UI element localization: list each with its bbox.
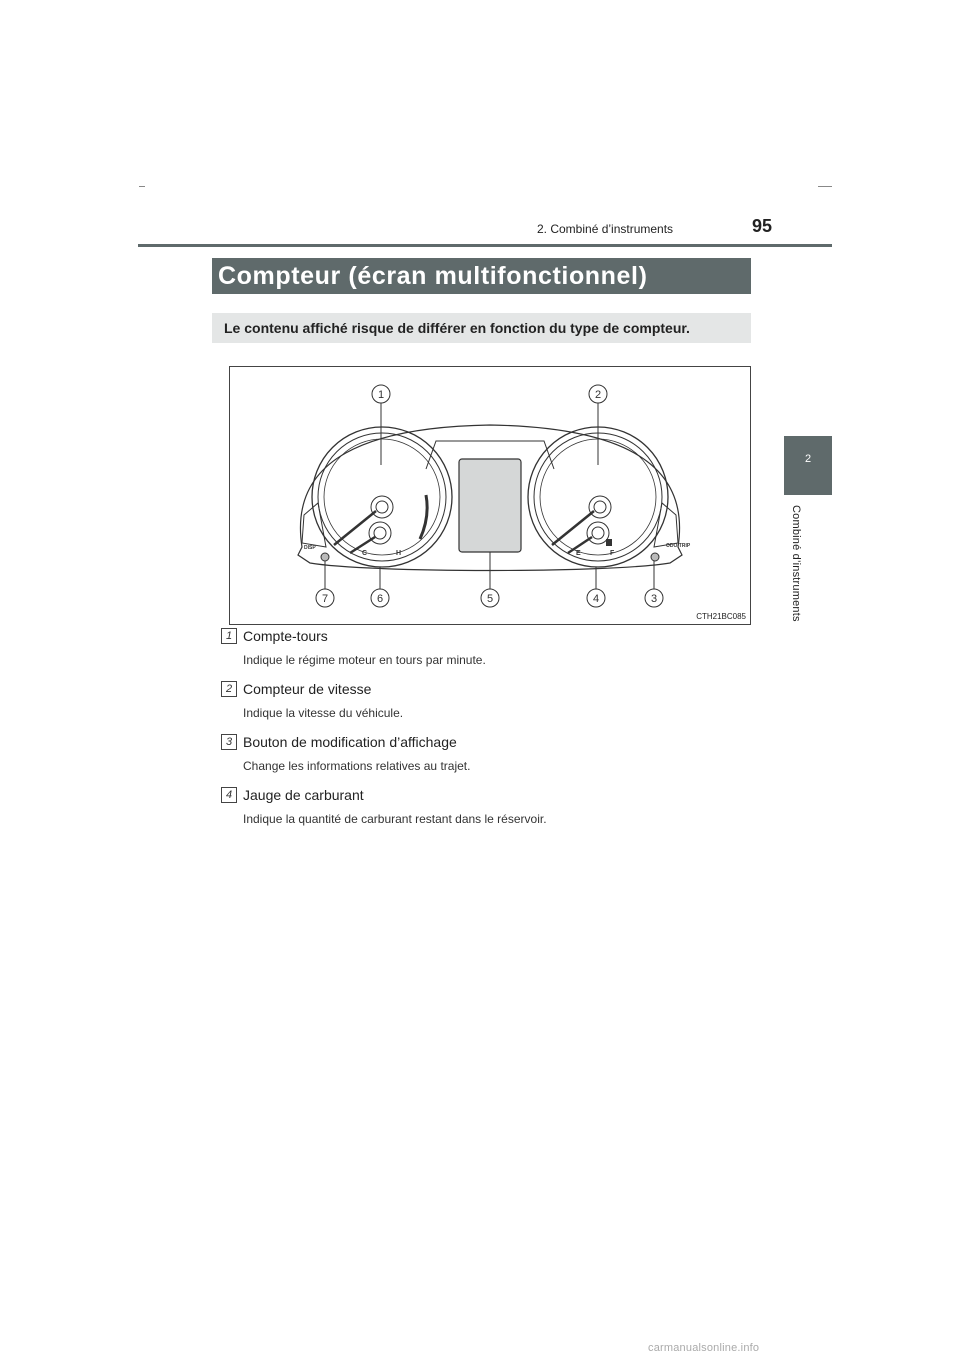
watermark: carmanualsonline.info bbox=[648, 1342, 760, 1354]
fuel-empty-label: E bbox=[576, 550, 581, 557]
section-note: Le contenu affiché risque de différer en fonction du type de compteur. bbox=[212, 313, 751, 343]
callout-1 bbox=[372, 385, 390, 403]
crop-mark-left bbox=[139, 186, 145, 187]
side-tab-number: 2 bbox=[804, 453, 812, 465]
side-tab-label: Combiné d’instruments bbox=[790, 505, 802, 622]
item-description: Indique la vitesse du véhicule. bbox=[243, 706, 404, 720]
disp-label: DISP bbox=[304, 545, 316, 551]
header-rule bbox=[138, 244, 832, 247]
item-title: Compte-tours bbox=[243, 628, 328, 644]
callout-1-label: 1 bbox=[377, 389, 385, 401]
item-description: Indique la quantité de carburant restant dans le réservoir. bbox=[243, 812, 547, 826]
item-description: Indique le régime moteur en tours par minute. bbox=[243, 653, 486, 667]
side-tab bbox=[784, 436, 832, 495]
item-number: 4 bbox=[221, 787, 237, 803]
callout-5 bbox=[481, 589, 499, 607]
right-wing bbox=[654, 503, 678, 547]
callout-4-label: 4 bbox=[592, 593, 600, 605]
item-description: Change les informations relatives au trajet. bbox=[243, 759, 471, 773]
item-title: Jauge de carburant bbox=[243, 787, 364, 803]
callout-2 bbox=[589, 385, 607, 403]
callout-7-label: 7 bbox=[321, 593, 329, 605]
instrument-cluster-figure bbox=[229, 366, 751, 625]
header-section-title: 2. Combiné d’instruments bbox=[537, 222, 674, 236]
section-title: Compteur (écran multifonctionnel) bbox=[212, 258, 751, 294]
item-title: Compteur de vitesse bbox=[243, 681, 372, 697]
callout-3 bbox=[645, 589, 663, 607]
callout-4 bbox=[587, 589, 605, 607]
item-number: 1 bbox=[221, 628, 237, 644]
item-number: 2 bbox=[221, 681, 237, 697]
odo-trip-button bbox=[651, 553, 659, 561]
item-title: Bouton de modification d’affichage bbox=[243, 734, 457, 750]
item-number: 3 bbox=[221, 734, 237, 750]
fuel-pump-icon bbox=[606, 539, 612, 546]
odo-trip-label: ODO TRIP bbox=[666, 543, 691, 549]
cluster-illustration bbox=[230, 367, 750, 624]
multi-info-display bbox=[459, 459, 521, 552]
callout-6-label: 6 bbox=[376, 593, 384, 605]
callout-3-label: 3 bbox=[650, 593, 658, 605]
list-item bbox=[221, 626, 761, 668]
left-wing bbox=[302, 503, 326, 547]
page-number: 95 bbox=[752, 216, 773, 236]
list-item bbox=[221, 679, 761, 721]
list-item bbox=[221, 732, 761, 774]
fuel-full-label: F bbox=[610, 550, 615, 557]
crop-mark-right bbox=[818, 186, 832, 187]
temp-cold-label: C bbox=[362, 550, 368, 557]
callout-7 bbox=[316, 589, 334, 607]
disp-button bbox=[321, 553, 329, 561]
callout-2-label: 2 bbox=[594, 389, 602, 401]
figure-code: CTH21BC085 bbox=[696, 612, 746, 621]
callout-5-label: 5 bbox=[486, 593, 494, 605]
temp-hot-label: H bbox=[396, 550, 402, 557]
tachometer-gauge bbox=[312, 427, 452, 567]
list-item bbox=[221, 785, 761, 827]
callout-6 bbox=[371, 589, 389, 607]
callout-descriptions bbox=[221, 626, 761, 838]
